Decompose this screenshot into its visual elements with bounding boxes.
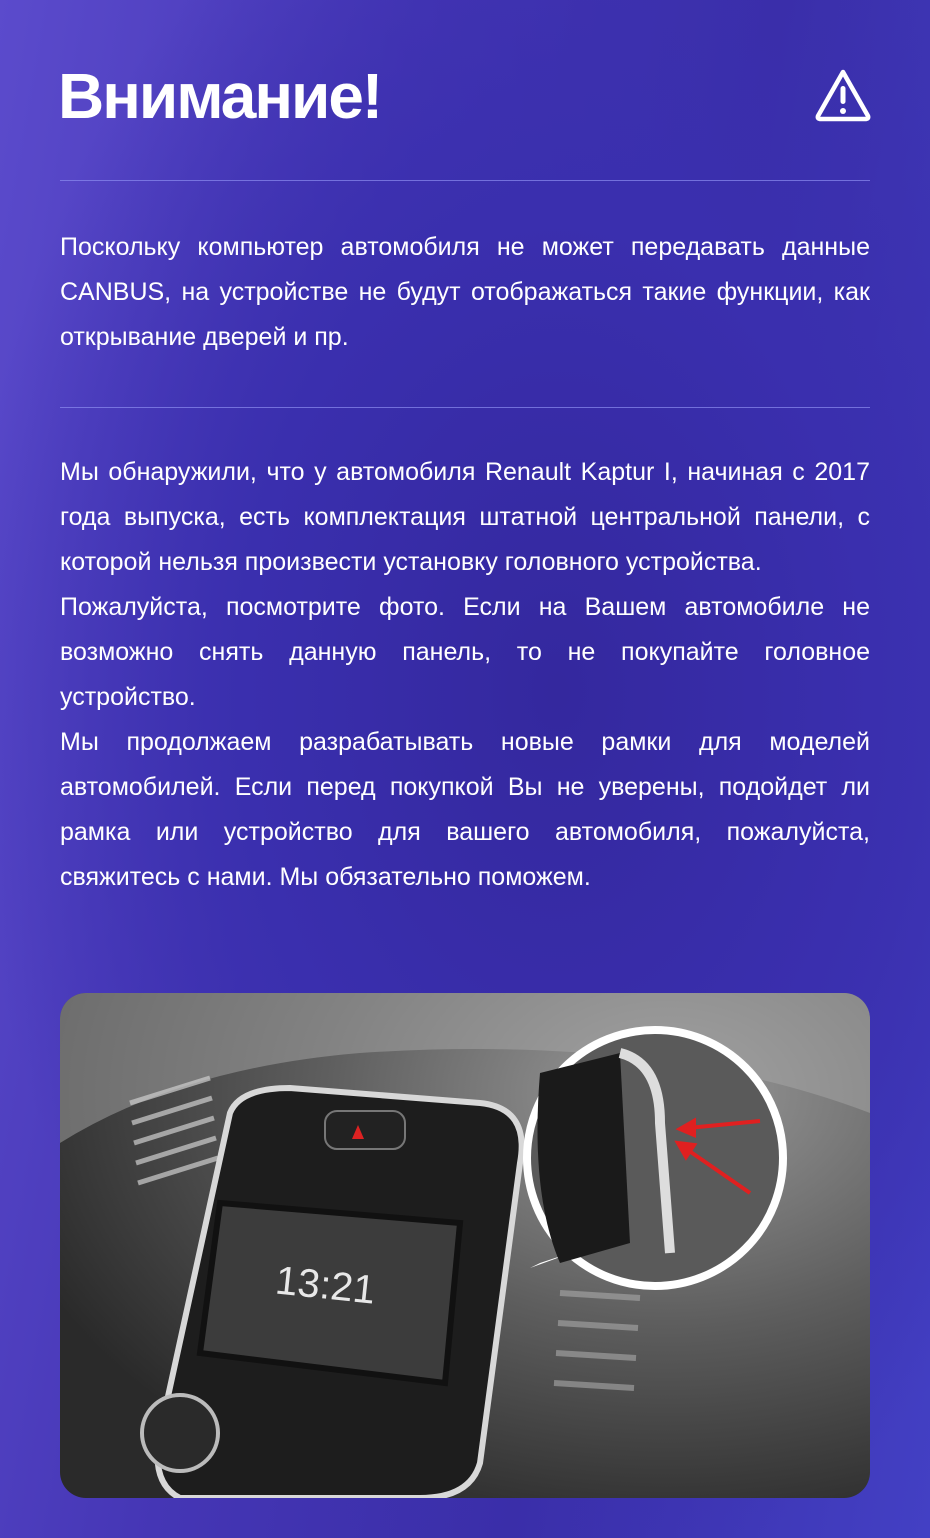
canbus-notice-text: Поскольку компьютер автомобиля не может передавать данные CANBUS, на устройстве не будут отображаться такие функции, как открывание дверей и пр. (60, 233, 870, 351)
magnified-inset (527, 1030, 783, 1286)
details-paragraph: Мы обнаружили, что у автомобиля Renault Kaptur I, начиная с 2017 года выпуска, есть комплектация штатной центральной панели, с которой нельзя произвести установку головного устройства. (60, 458, 870, 576)
divider (60, 180, 870, 181)
dashboard-photo (60, 993, 870, 1498)
air-vent-right (554, 1293, 640, 1388)
details-paragraph: Мы продолжаем разрабатывать новые рамки для моделей автомобилей. Если перед покупкой Вы не уверены, подойдет ли рамка или устройство для вашего автомобиля, пожалуйста, свяжитесь с нами. Мы обязательно поможем. (60, 728, 870, 891)
warning-triangle-icon (814, 68, 872, 122)
canbus-notice (60, 225, 870, 360)
details-paragraph: Пожалуйста, посмотрите фото. Если на Вашем автомобиле не возможно снять данную панель, то не покупайте головное устройство. (60, 593, 870, 711)
screen-clock: 13:21 (273, 1258, 378, 1313)
divider (60, 407, 870, 408)
page-title: Внимание! (58, 60, 382, 132)
details-text (60, 450, 870, 900)
